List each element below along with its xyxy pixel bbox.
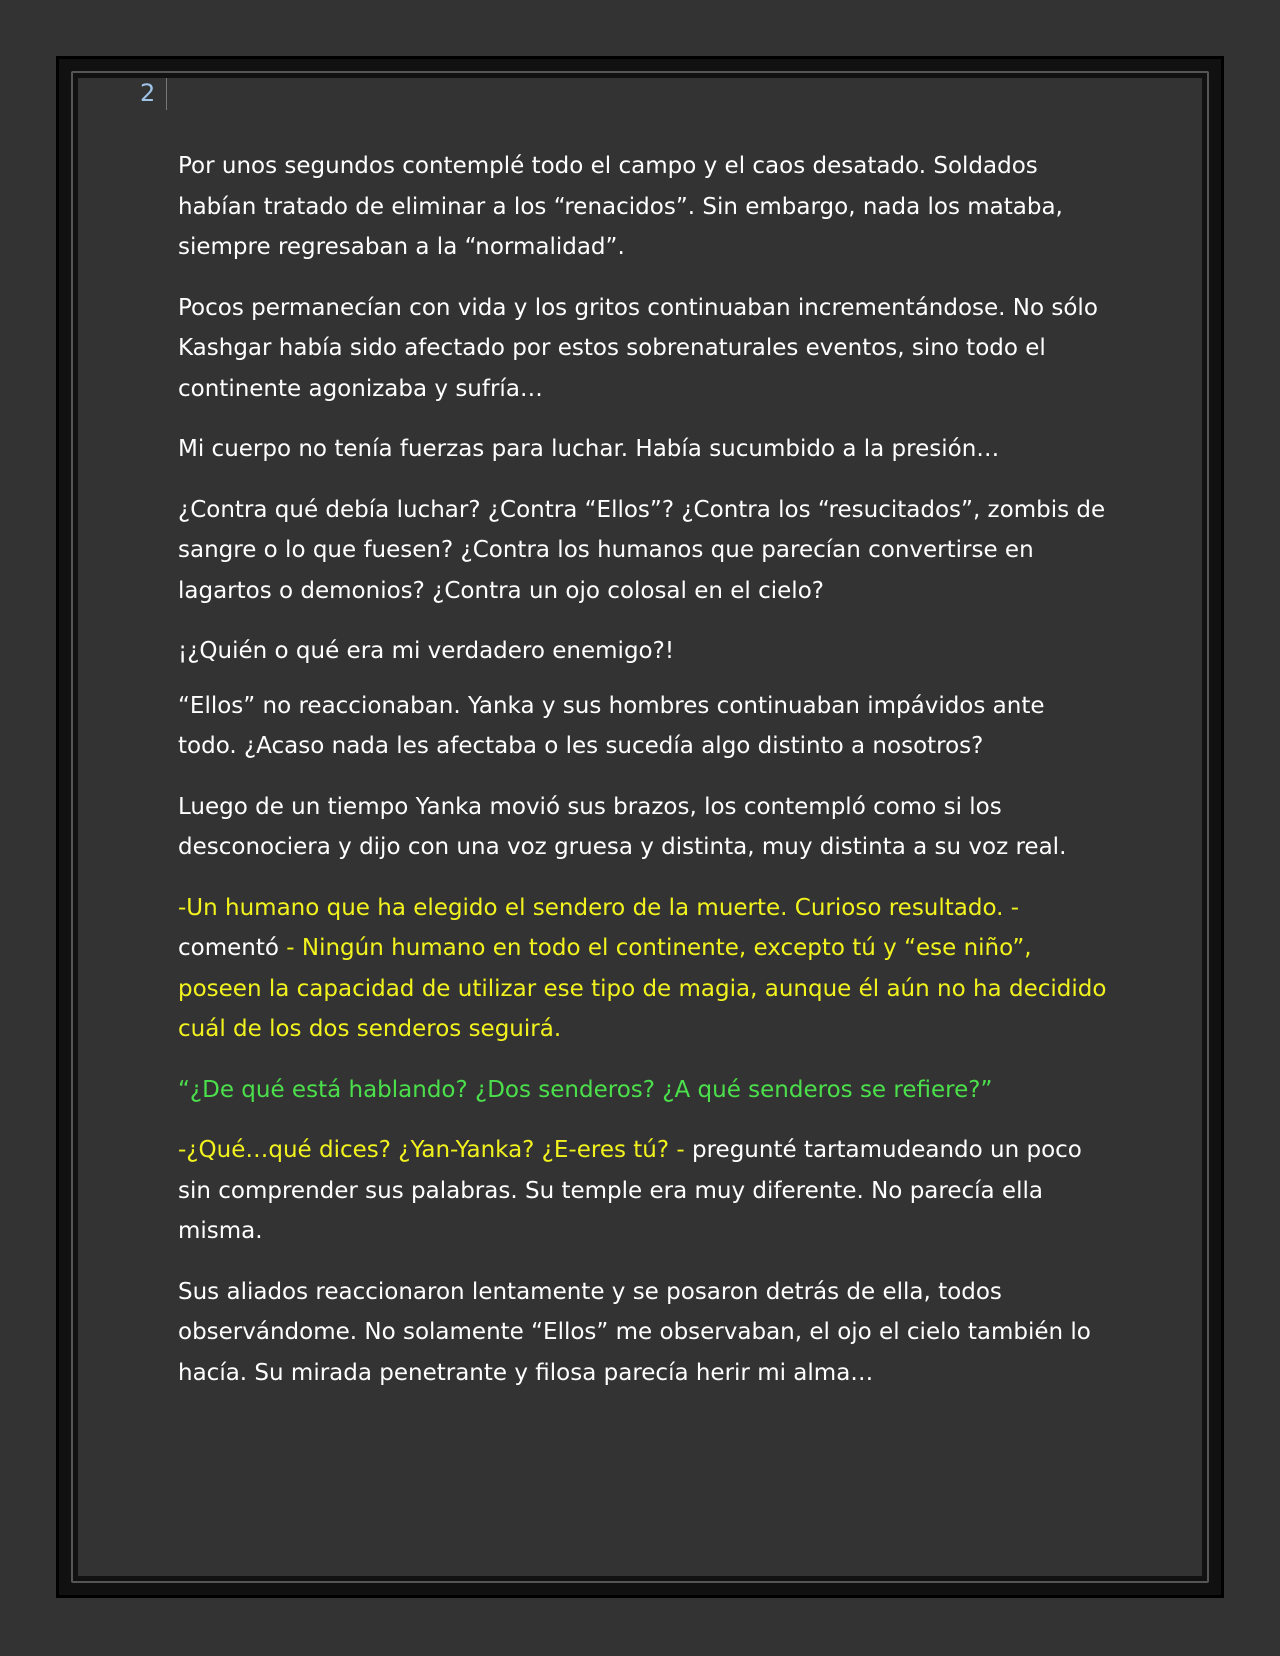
paragraph: ¡¿Quién o qué era mi verdadero enemigo?! xyxy=(178,638,675,664)
dialogue-text: - Ningún humano en todo el continente, excepto tú y “ese niño”, poseen la capacidad de utilizar ese tipo de magia, aunque él aún no ha decidido cuál de los dos senderos seguirá. xyxy=(178,935,1107,1042)
paragraph: Por unos segundos contemplé todo el campo y el caos desatado. Soldados habían tratado de eliminar a los “renacidos”. Sin embargo, nada los mataba, siempre regresaban a la “normalidad”. xyxy=(178,153,1063,260)
paragraph: “Ellos” no reaccionaban. Yanka y sus hombres continuaban impávidos ante todo. ¿Acaso nada les afectaba o les sucedía algo distinto a nosotros? xyxy=(178,692,1045,759)
narration-text: comentó xyxy=(178,935,279,961)
dialogue-text: -Un humano que ha elegido el sendero de la muerte. Curioso resultado. - xyxy=(178,894,1020,921)
dialogue-paragraph xyxy=(178,888,1108,1050)
page-number: 2 xyxy=(140,79,156,107)
narration-text: pregunté tartamudeando un poco sin comprender sus palabras. Su temple era muy diferente. No parecía ella misma. xyxy=(178,1137,1082,1244)
thought-paragraph: “¿De qué está hablando? ¿Dos senderos? ¿A qué senderos se refiere?” xyxy=(178,1076,993,1103)
paragraph: Luego de un tiempo Yanka movió sus brazos, los contempló como si los desconociera y dijo con una voz gruesa y distinta, muy distinta a su voz real. xyxy=(178,793,1067,860)
paragraph: Sus aliados reaccionaron lentamente y se posaron detrás de ella, todos observándome. No solamente “Ellos” me observaban, el ojo el cielo también lo hacía. Su mirada penetrante y filosa parecía herir mi alma… xyxy=(178,1278,1091,1386)
page-number-divider xyxy=(166,78,167,110)
story-text xyxy=(178,146,1108,1413)
paragraph: Mi cuerpo no tenía fuerzas para luchar. Había sucumbido a la presión… xyxy=(178,436,1000,462)
paragraph: ¿Contra qué debía luchar? ¿Contra “Ellos”? ¿Contra los “resucitados”, zombis de sangre o lo que fuesen? ¿Contra los humanos que parecían convertirse en lagartos o demonios? ¿Contra un ojo colosal en el cielo? xyxy=(178,496,1106,604)
dialogue-paragraph xyxy=(178,1130,1108,1252)
paragraph: Pocos permanecían con vida y los gritos continuaban incrementándose. No sólo Kashgar había sido afectado por estos sobrenaturales eventos, sino todo el continente agonizaba y sufría… xyxy=(178,294,1098,402)
dialogue-text: -¿Qué…qué dices? ¿Yan-Yanka? ¿E-eres tú? - xyxy=(178,1137,685,1163)
